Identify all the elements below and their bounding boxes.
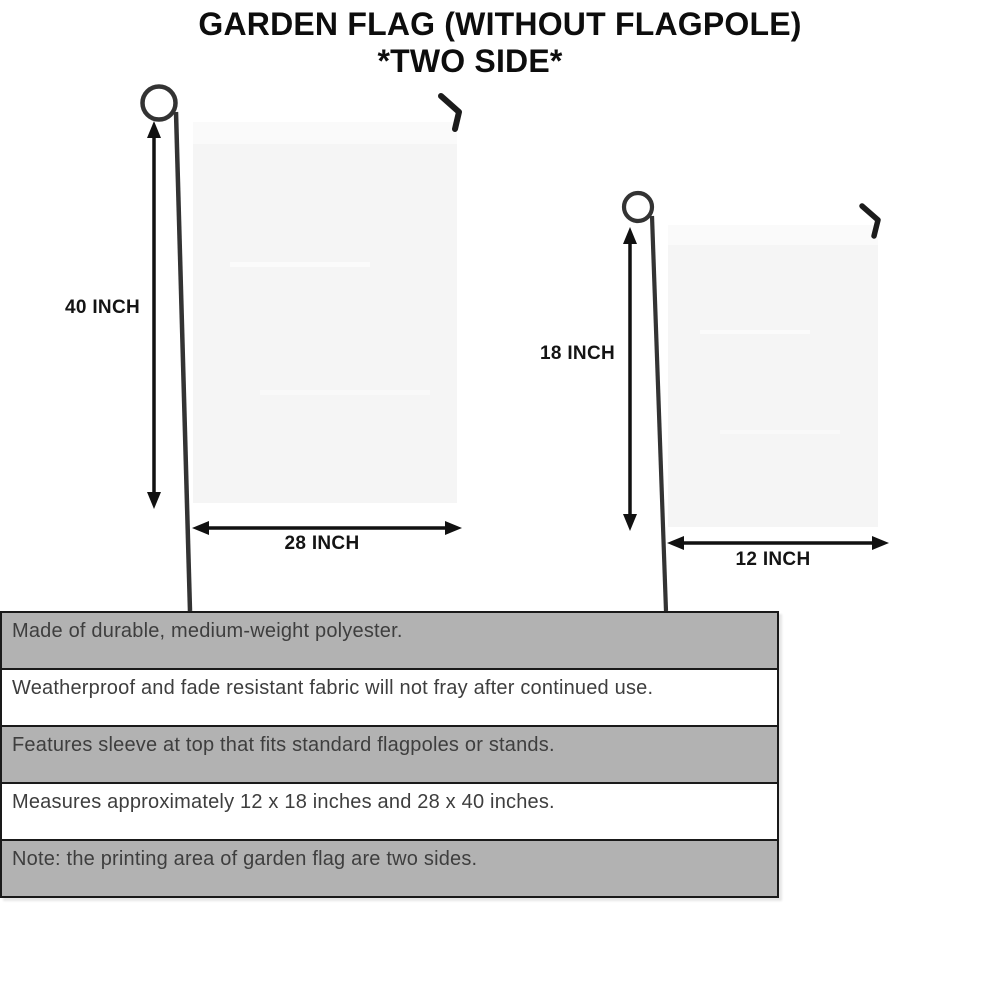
title-line-1: GARDEN FLAG (WITHOUT FLAGPOLE) [198,6,802,42]
large-flag-sleeve [193,122,457,144]
large-height-arrow-head-top [147,121,161,138]
large-flag-width-label: 28 INCH [284,533,360,554]
small-flagpole [652,216,666,611]
large-flagpole [176,112,190,611]
large-width-arrow-head-left [192,521,209,535]
large-flag-canvas [193,122,457,503]
small-width-arrow-head-right [872,536,889,550]
large-width-arrow-head-right [445,521,462,535]
small-width-arrow-head-left [667,536,684,550]
small-flag-crease [700,330,810,334]
large-flag-height-label: 40 INCH [65,297,140,318]
large-flag-crease [230,262,370,267]
small-height-arrow-head-bottom [623,514,637,531]
feature-row-material: Made of durable, medium-weight polyester. [2,613,777,668]
small-flag-sleeve [668,225,878,245]
small-flagpole-loop-icon [624,193,652,221]
large-flagpole-loop-icon [143,87,176,120]
feature-row-measurements: Measures approximately 12 x 18 inches and 28 x 40 inches. [2,782,777,839]
small-height-arrow-head-top [623,227,637,244]
small-flag-height-label: 18 INCH [540,343,615,364]
small-flag-width-label: 12 INCH [735,549,811,570]
large-flag-crease [260,390,430,395]
feature-row-note: Note: the printing area of garden flag are two sides. [2,839,777,896]
feature-row-sleeve: Features sleeve at top that fits standard flagpoles or stands. [2,725,777,782]
title-line-2: *TWO SIDE* [377,43,563,79]
small-flag-crease [720,430,840,434]
feature-row-weatherproof: Weatherproof and fade resistant fabric will not fray after continued use. [2,668,777,725]
large-height-arrow-head-bottom [147,492,161,509]
small-flag-canvas [668,225,878,527]
feature-table [0,611,779,898]
